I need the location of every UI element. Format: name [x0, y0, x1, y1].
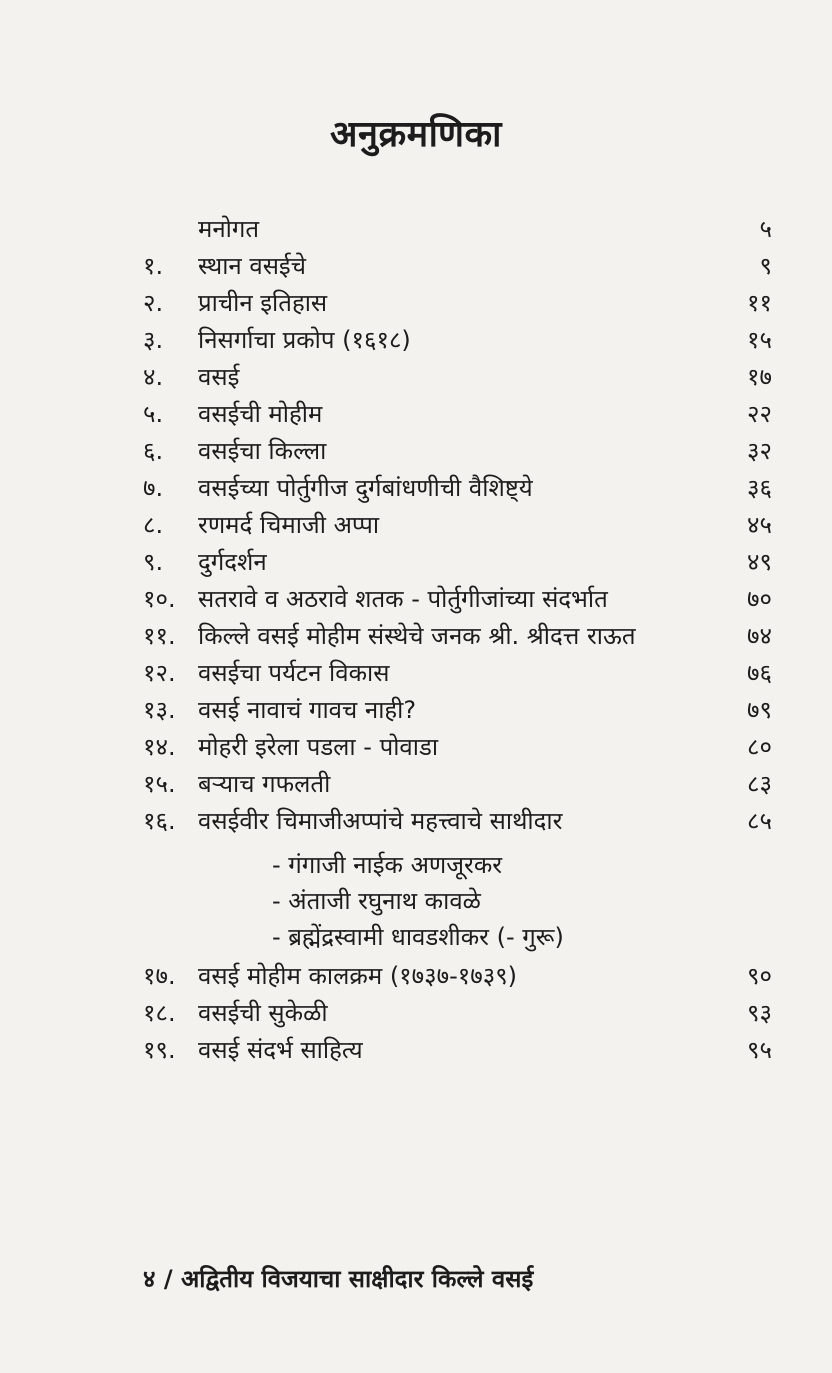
- toc-entry: [0, 1033, 832, 1067]
- entry-page: ३६: [747, 474, 772, 502]
- entry-page: ७६: [747, 659, 772, 687]
- toc-entry: [0, 656, 832, 690]
- entry-page: ९५: [747, 1036, 772, 1064]
- entry-title: रणमर्द चिमाजी अप्पा: [198, 511, 380, 539]
- toc-entry: [0, 286, 832, 320]
- entry-title: वसईचा पर्यटन विकास: [198, 659, 390, 687]
- toc-entry: [0, 360, 832, 394]
- toc-sub-entry: - ब्रह्मेंद्रस्वामी धावडशीकर (- गुरू): [272, 923, 564, 951]
- entry-page: ८०: [747, 733, 772, 761]
- entry-number: १९.: [143, 1036, 176, 1064]
- toc-entry: [0, 959, 832, 993]
- entry-number: ८.: [143, 511, 164, 539]
- toc-entry: [0, 582, 832, 616]
- entry-page: ३२: [747, 437, 772, 465]
- entry-number: १६.: [143, 807, 176, 835]
- entry-page: ११: [747, 289, 772, 317]
- entry-number: १३.: [143, 696, 176, 724]
- entry-number: १४.: [143, 733, 176, 761]
- toc-entry: [0, 212, 832, 246]
- entry-number: ६.: [143, 437, 164, 465]
- toc-entry: [0, 996, 832, 1030]
- entry-title: वसईची सुकेळी: [198, 999, 328, 1027]
- entry-title: वसई: [198, 363, 240, 391]
- entry-title: मनोगत: [198, 215, 260, 243]
- entry-page: ८३: [747, 770, 772, 798]
- entry-title: किल्ले वसई मोहीम संस्थेचे जनक श्री. श्रीदत्त राऊत: [198, 622, 636, 650]
- entry-page: १७: [747, 363, 772, 391]
- entry-title: वसईवीर चिमाजीअप्पांचे महत्त्वाचे साथीदार: [198, 807, 563, 835]
- page-title: अनुक्रमणिका: [330, 114, 502, 155]
- entry-page: ७४: [747, 622, 772, 650]
- entry-title: वसई नावाचं गावच नाही?: [198, 696, 417, 724]
- toc-entry: [0, 249, 832, 283]
- entry-page: ४९: [747, 548, 772, 576]
- toc-entry: [0, 397, 832, 431]
- entry-title: वसईच्या पोर्तुगीज दुर्गबांधणीची वैशिष्ट्ये: [198, 474, 533, 502]
- entry-number: ३.: [143, 326, 164, 354]
- entry-title: वसई संदर्भ साहित्य: [198, 1036, 363, 1064]
- entry-number: १७.: [143, 962, 176, 990]
- entry-page: ९०: [747, 962, 772, 990]
- entry-page: ४५: [747, 511, 772, 539]
- entry-number: ४.: [143, 363, 164, 391]
- entry-number: ७.: [143, 474, 164, 502]
- entry-title: वसईची मोहीम: [198, 400, 323, 428]
- entry-title: प्राचीन इतिहास: [198, 289, 328, 317]
- entry-page: ८५: [747, 807, 772, 835]
- entry-number: ५.: [143, 400, 164, 428]
- entry-number: २.: [143, 289, 164, 317]
- toc-entry: [0, 730, 832, 764]
- entry-page: ९३: [747, 999, 772, 1027]
- entry-title: मोहरी इरेला पडला - पोवाडा: [198, 733, 439, 761]
- toc-entry: [0, 767, 832, 801]
- entry-title: दुर्गदर्शन: [198, 548, 267, 576]
- toc-sub-entry: - गंगाजी नाईक अणजूरकर: [272, 851, 503, 879]
- page-footer: ४ / अद्वितीय विजयाचा साक्षीदार किल्ले वसई: [143, 1265, 534, 1293]
- entry-page: ९: [759, 252, 772, 280]
- toc-entry: [0, 545, 832, 579]
- toc-entry: [0, 508, 832, 542]
- entry-title: निसर्गाचा प्रकोप (१६१८): [198, 326, 411, 354]
- toc-entry: [0, 619, 832, 653]
- entry-number: ९.: [143, 548, 164, 576]
- entry-number: ११.: [143, 622, 176, 650]
- toc-entry: [0, 804, 832, 838]
- toc-sub-entry: - अंताजी रघुनाथ कावळे: [272, 887, 481, 915]
- toc-entry: [0, 693, 832, 727]
- entry-page: ७९: [747, 696, 772, 724]
- entry-title: स्थान वसईचे: [198, 252, 306, 280]
- entry-number: १५.: [143, 770, 176, 798]
- entry-title: वसई मोहीम कालक्रम (१७३७-१७३९): [198, 962, 518, 990]
- entry-page: ७०: [747, 585, 772, 613]
- entry-number: १८.: [143, 999, 176, 1027]
- entry-number: १०.: [143, 585, 176, 613]
- toc-entry: [0, 323, 832, 357]
- entry-number: १.: [143, 252, 164, 280]
- entry-page: २२: [747, 400, 772, 428]
- toc-entry: [0, 434, 832, 468]
- entry-title: बऱ्याच गफलती: [198, 770, 331, 798]
- entry-title: सतरावे व अठरावे शतक - पोर्तुगीजांच्या संदर्भात: [198, 585, 608, 613]
- toc-entry: [0, 471, 832, 505]
- entry-page: १५: [747, 326, 772, 354]
- entry-number: १२.: [143, 659, 176, 687]
- entry-page: ५: [759, 215, 772, 243]
- entry-title: वसईचा किल्ला: [198, 437, 327, 465]
